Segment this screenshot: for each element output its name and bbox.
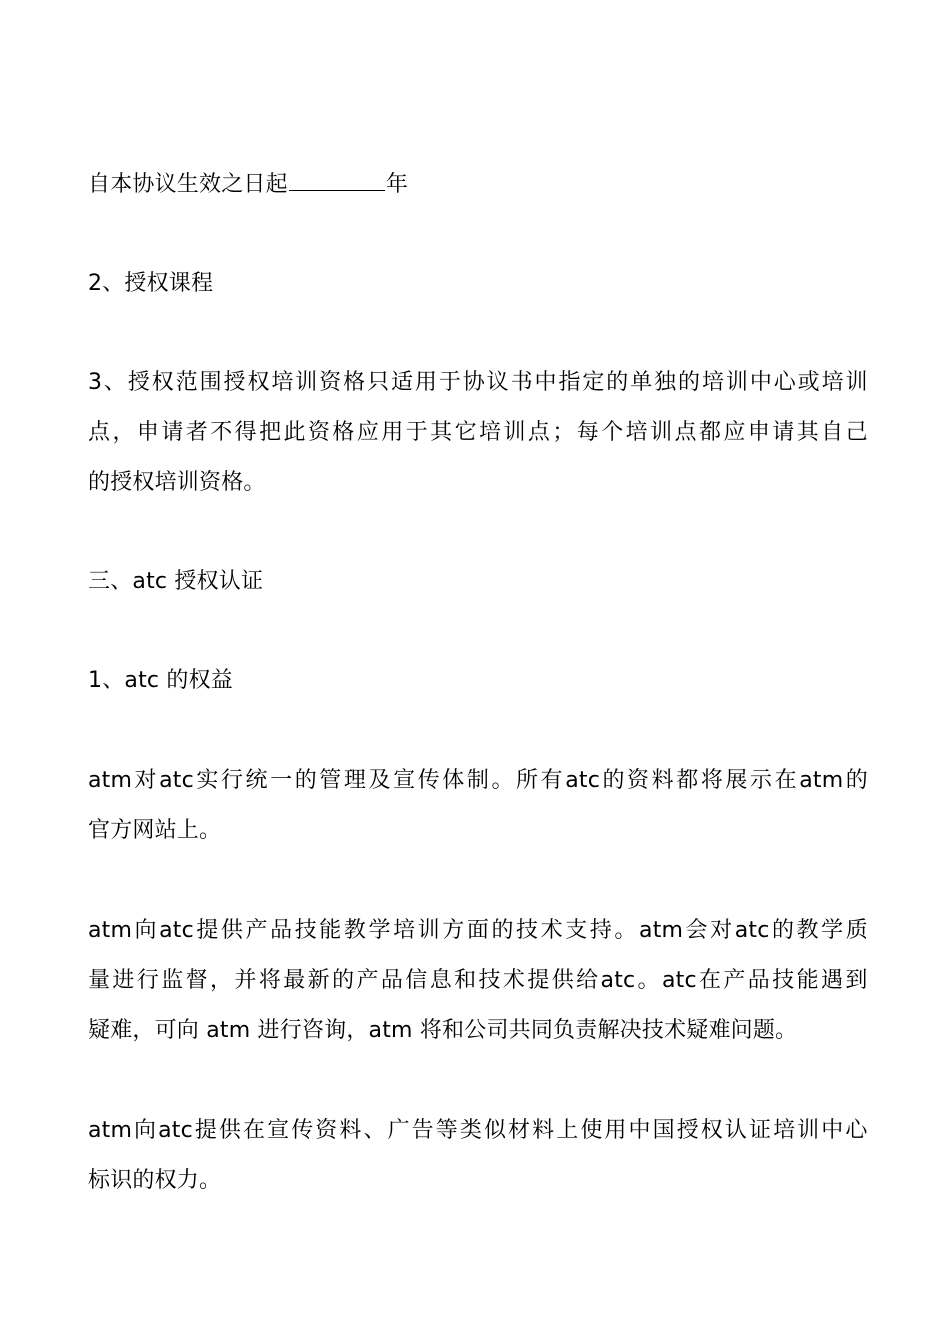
support-line-3: 疑难，可向 atm 进行咨询，atm 将和公司共同负责解决技术疑难问题。 — [88, 1018, 798, 1043]
paragraph-term-start — [88, 160, 868, 210]
heading-atc-rights: 1、atc 的权益 — [88, 668, 233, 693]
heading-authorized-courses: 2、授权课程 — [88, 271, 214, 296]
paragraph-technical-support — [88, 906, 868, 1056]
scope-line-1: 3 、 授 权 范 围 授 权 培 训 资 格 只 适 用 于 协 议 书 中 指 定 的 单 独 的 培 训 中 心 或 培 训 — [88, 370, 868, 395]
term-year-text: 年 — [385, 172, 409, 197]
logo-line-2: 标识的权力。 — [88, 1168, 222, 1193]
scope-line-2: 点 ， 申 请 者 不 得 把 此 资 格 应 用 于 其 它 培 训 点 ； 每 个 培 训 点 都 应 申 请 其 自 己 — [88, 420, 868, 445]
logo-line-1: atm 向 atc 提 供 在 宣 传 资 料 、 广 告 等 类 似 材 料 上 使 用 中 国 授 权 认 证 培 训 中 心 — [88, 1118, 868, 1143]
management-line-2: 官方网站上。 — [88, 818, 222, 843]
support-line-1: atm 向 atc 提 供 产 品 技 能 教 学 培 训 方 面 的 技 术 支 持 。 atm 会 对 atc 的 教 学 质 — [88, 918, 868, 943]
scope-line-3: 的授权培训资格。 — [88, 470, 266, 495]
paragraph-authorization-scope — [88, 358, 868, 508]
paragraph-management — [88, 756, 868, 856]
term-start-text: 自本协议生效之日起 — [88, 172, 288, 197]
management-line-1: atm 对 atc 实 行 统 一 的 管 理 及 宣 传 体 制 。 所 有 atc 的 资 料 都 将 展 示 在 atm 的 — [88, 768, 868, 793]
paragraph-logo-rights — [88, 1106, 868, 1206]
heading-atc-certification: 三、atc 授权认证 — [88, 569, 264, 594]
support-line-2: 量 进 行 监 督 ， 并 将 最 新 的 产 品 信 息 和 技 术 提 供 给 atc 。 atc 在 产 品 技 能 遇 到 — [88, 968, 868, 993]
fill-in-blank — [289, 170, 385, 191]
